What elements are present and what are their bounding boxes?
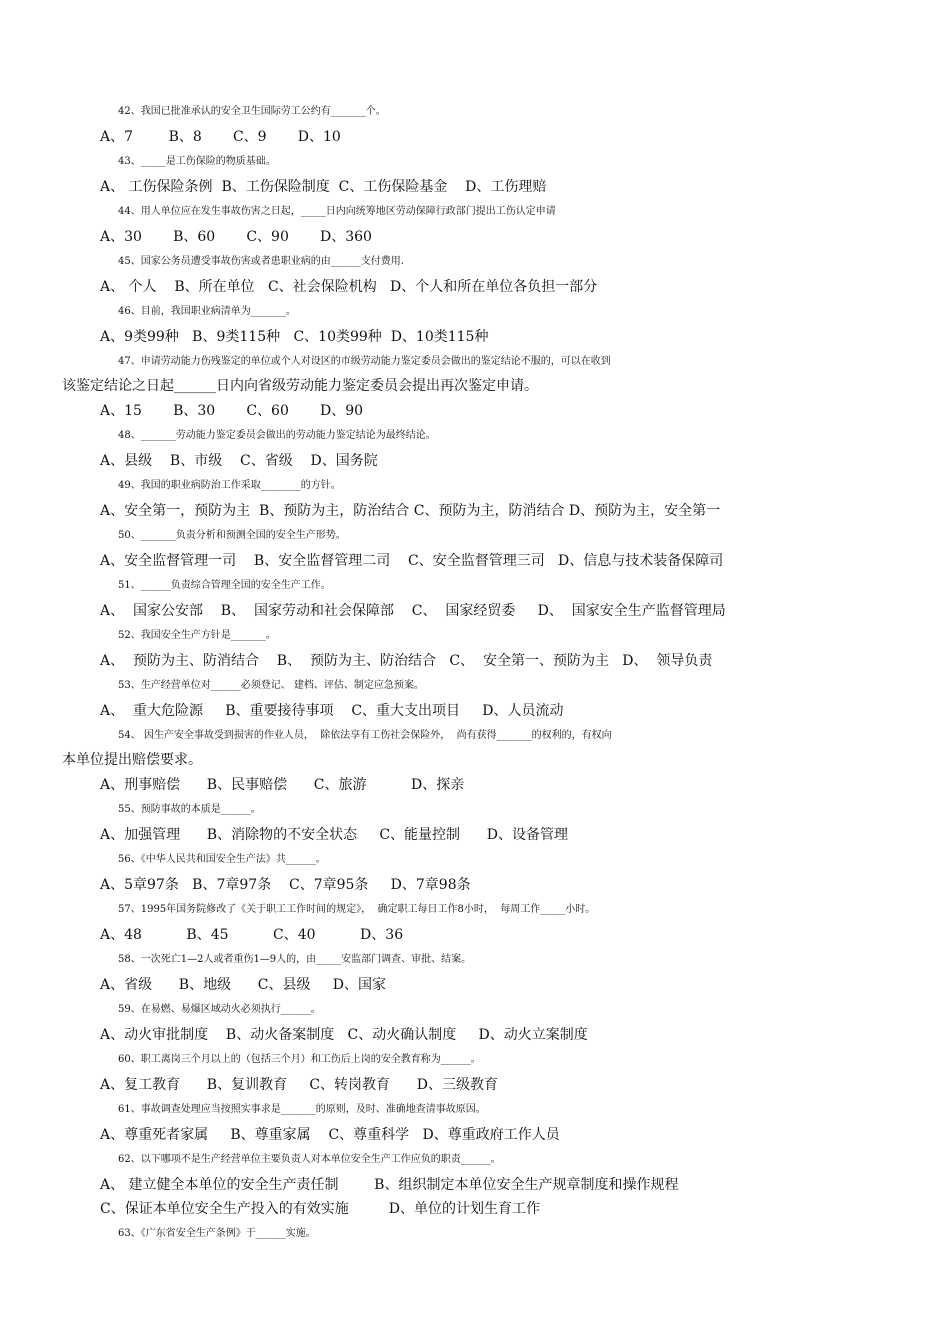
options-55: A、加强管理 B、消除物的不安全状态 C、能量控制 D、设备管理 — [100, 827, 568, 843]
question-54-continued: 本单位提出赔偿要求。 — [62, 752, 202, 768]
question-54: 54、 因生产安全事故受到损害的作业人员， 除依法享有工伤社会保险外， 尚有获得_______的权利的，有权向 — [118, 730, 612, 741]
question-44: 44、用人单位应在发生事故伤害之日起，_____日内向统筹地区劳动保障行政部门提出工伤认定申请 — [118, 206, 556, 217]
question-51: 51、______负责综合管理全国的安全生产工作。 — [118, 580, 331, 591]
question-62: 62、以下哪项不是生产经营单位主要负责人对本单位安全生产工作应负的职责______。 — [118, 1154, 501, 1165]
options-62-a-b: A、 建立健全本单位的安全生产责任制 B、组织制定本单位安全生产规章制度和操作规程 — [100, 1177, 679, 1193]
question-60: 60、职工离岗三个月以上的（包括三个月）和工伤后上岗的安全教育称为______。 — [118, 1054, 481, 1065]
options-57: A、48 B、45 C、40 D、36 — [100, 927, 404, 943]
options-48: A、县级 B、市级 C、省级 D、国务院 — [100, 453, 378, 469]
options-51: A、 国家公安部 B、 国家劳动和社会保障部 C、 国家经贸委 D、 国家安全生产监督管理局 — [100, 603, 726, 619]
options-50: A、安全监督管理一司 B、安全监督管理二司 C、安全监督管理三司 D、信息与技术装备保障司 — [100, 553, 724, 569]
options-42: A、7 B、8 C、9 D、10 — [100, 129, 341, 145]
question-43: 43、_____是工伤保险的物质基础。 — [118, 156, 276, 167]
question-52: 52、我国安全生产方针是_______。 — [118, 630, 276, 641]
options-58: A、省级 B、地级 C、县级 D、国家 — [100, 977, 386, 993]
question-58: 58、一次死亡1—2人或者重伤1—9人的，由_____安监部门调查、审批、结案。 — [118, 954, 472, 965]
options-47: A、15 B、30 C、60 D、90 — [100, 403, 364, 419]
question-46: 46、目前，我国职业病清单为_______。 — [118, 306, 296, 317]
options-46: A、9类99种 B、9类115种 C、10类99种 D、10类115种 — [100, 329, 489, 345]
question-47: 47、申请劳动能力伤残鉴定的单位或个人对设区的市级劳动能力鉴定委员会做出的鉴定结论不服的，可以在收到 — [118, 356, 611, 367]
question-42: 42、我国已批准承认的安全卫生国际劳工公约有_______个。 — [118, 106, 386, 117]
options-49: A、安全第一，预防为主 B、预防为主，防治结合 C、预防为主，防消结合 D、预防为主，安全第一 — [100, 503, 721, 519]
question-53: 53、生产经营单位对______必须登记、 建档、评估、制定应急预案。 — [118, 680, 424, 691]
options-54: A、刑事赔偿 B、民事赔偿 C、旅游 D、探亲 — [100, 777, 465, 793]
options-45: A、 个人 B、所在单位 C、社会保险机构 D、个人和所在单位各负担一部分 — [100, 279, 598, 295]
question-63: 63、《广东省安全生产条例》于______实施。 — [118, 1228, 316, 1239]
question-59: 59、在易燃、易爆区域动火必须执行______。 — [118, 1004, 321, 1015]
question-56: 56、《中华人民共和国安全生产法》共______。 — [118, 854, 326, 865]
question-48: 48、_______劳动能力鉴定委员会做出的劳动能力鉴定结论为最终结论。 — [118, 430, 436, 441]
question-45: 45、国家公务员遭受事故伤害或者患职业病的由______支付费用. — [118, 256, 404, 267]
question-61: 61、事故调查处理应当按照实事求是_______的原则，及时、准确地查清事故原因。 — [118, 1104, 486, 1115]
question-57: 57、1995年国务院修改了《关于职工工作时间的规定》， 确定职工每日工作8小时， 每周工作_____小时。 — [118, 904, 596, 915]
options-61: A、尊重死者家属 B、尊重家属 C、尊重科学 D、尊重政府工作人员 — [100, 1127, 560, 1143]
options-56: A、5章97条 B、7章97条 C、7章95条 D、7章98条 — [100, 877, 471, 893]
question-50: 50、_______负责分析和预测全国的安全生产形势。 — [118, 530, 346, 541]
options-53: A、 重大危险源 B、重要接待事项 C、重大支出项目 D、人员流动 — [100, 703, 564, 719]
options-62-c-d: C、保证本单位安全生产投入的有效实施 D、单位的计划生育工作 — [100, 1201, 540, 1217]
options-44: A、30 B、60 C、90 D、360 — [100, 229, 372, 245]
question-47-continued: 该鉴定结论之日起______日内向省级劳动能力鉴定委员会提出再次鉴定申请。 — [62, 378, 538, 394]
question-49: 49、我国的职业病防治工作采取________的方针。 — [118, 480, 341, 491]
options-43: A、 工伤保险条例 B、工伤保险制度 C、工伤保险基金 D、工伤理赔 — [100, 179, 547, 195]
question-55: 55、预防事故的本质是______。 — [118, 804, 261, 815]
options-59: A、动火审批制度 B、动火备案制度 C、动火确认制度 D、动火立案制度 — [100, 1027, 588, 1043]
options-52: A、 预防为主、防消结合 B、 预防为主、防治结合 C、 安全第一、预防为主 D、 领导负责 — [100, 653, 713, 669]
options-60: A、复工教育 B、复训教育 C、转岗教育 D、三级教育 — [100, 1077, 498, 1093]
